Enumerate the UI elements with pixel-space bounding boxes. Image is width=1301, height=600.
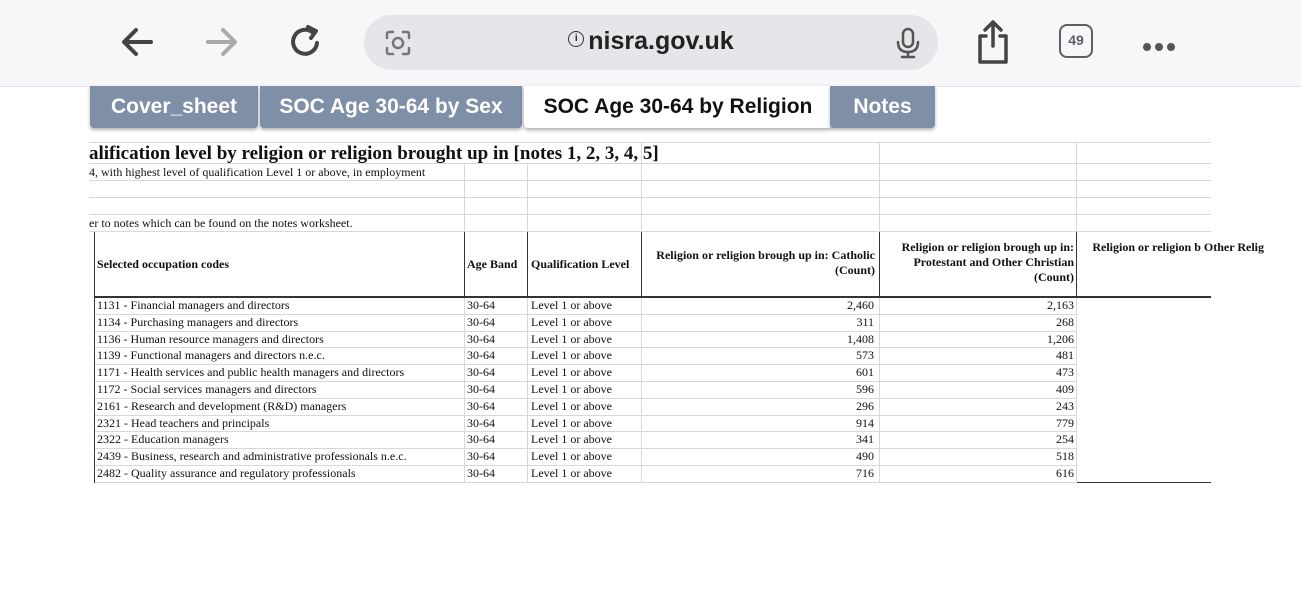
- cell-catholic: 341: [856, 432, 874, 447]
- gridline: [527, 163, 528, 231]
- cell-catholic: 296: [856, 398, 874, 413]
- cell-occupation: 2161 - Research and development (R&D) managers: [97, 398, 347, 413]
- cell-protestant: 268: [1056, 314, 1074, 329]
- gridline: [879, 382, 880, 399]
- cell-catholic: 2,460: [847, 298, 874, 312]
- cell-qual: Level 1 or above: [531, 298, 612, 312]
- spreadsheet: [89, 142, 1264, 484]
- cell-age: 30-64: [467, 466, 495, 480]
- gridline: [464, 449, 465, 466]
- gridline: [464, 365, 465, 382]
- url-label: nisra.gov.uk: [588, 27, 734, 55]
- cell-age: 30-64: [467, 314, 495, 329]
- cell-age: 30-64: [467, 432, 495, 447]
- cell-occupation: 2322 - Education managers: [97, 432, 229, 447]
- table-border: [641, 232, 642, 296]
- more-icon[interactable]: [1143, 38, 1179, 56]
- cell-protestant: 409: [1056, 382, 1074, 396]
- microphone-icon[interactable]: [894, 27, 922, 59]
- cell-catholic: 596: [856, 382, 874, 396]
- gridline: [1076, 466, 1077, 483]
- table-border: [464, 232, 465, 296]
- tab-soc-by-sex[interactable]: SOC Age 30-64 by Sex: [260, 86, 522, 128]
- gridline: [527, 399, 528, 416]
- gridline: [879, 332, 880, 349]
- cell-age: 30-64: [467, 331, 495, 346]
- cell-age: 30-64: [467, 365, 495, 380]
- gridline: [879, 348, 880, 365]
- cell-catholic: 311: [856, 314, 874, 329]
- cell-occupation: 1131 - Financial managers and directors: [97, 298, 290, 312]
- table-row: [89, 348, 1211, 365]
- gridline: [641, 315, 642, 332]
- cell-qual: Level 1 or above: [531, 466, 612, 480]
- gridline: [641, 382, 642, 399]
- gridline: [641, 449, 642, 466]
- cell-catholic: 490: [856, 449, 874, 464]
- gridline: [527, 416, 528, 433]
- tab-soc-by-religion[interactable]: SOC Age 30-64 by Religion: [524, 86, 832, 128]
- gridline: [1076, 315, 1077, 332]
- gridline: [641, 399, 642, 416]
- cell-age: 30-64: [467, 298, 495, 312]
- cell-protestant: 2,163: [1047, 298, 1074, 312]
- cell-qual: Level 1 or above: [531, 432, 612, 447]
- cell-occupation: 1172 - Social services managers and directors: [97, 382, 317, 396]
- header-other: Religion or religion b Other Relig: [1092, 240, 1264, 254]
- table-border: [94, 298, 95, 483]
- gridline: [641, 348, 642, 365]
- tab-count: 49: [1068, 32, 1084, 48]
- gridline: [1076, 365, 1077, 382]
- table-row: [89, 365, 1211, 382]
- table-border: [879, 232, 880, 296]
- cell-occupation: 1171 - Health services and public health managers and directors: [97, 365, 405, 380]
- header-qualification: Qualification Level: [531, 257, 630, 271]
- reload-icon: [286, 22, 326, 62]
- cell-qual: Level 1 or above: [531, 348, 612, 363]
- gridline: [464, 332, 465, 349]
- gridline: [464, 399, 465, 416]
- gridline: [527, 449, 528, 466]
- table-row: [89, 382, 1211, 399]
- arrow-left-icon: [117, 22, 157, 62]
- share-icon: [973, 18, 1013, 66]
- gridline: [527, 432, 528, 449]
- cell-qual: Level 1 or above: [531, 365, 612, 380]
- gridline: [641, 332, 642, 349]
- gridline: [464, 298, 465, 315]
- cell-age: 30-64: [467, 398, 495, 413]
- cell-protestant: 473: [1056, 365, 1074, 380]
- table-border: [94, 232, 95, 296]
- gridline: [641, 466, 642, 483]
- address-bar[interactable]: [364, 15, 938, 70]
- table-row: [89, 315, 1211, 332]
- gridline: [641, 416, 642, 433]
- back-button[interactable]: [117, 22, 157, 62]
- header-age-band: Age Band: [467, 257, 518, 271]
- table-border: [1077, 482, 1211, 483]
- gridline: [879, 298, 880, 315]
- notes-reference: er to notes which can be found on the notes worksheet.: [89, 216, 353, 230]
- gridline: [1076, 298, 1077, 315]
- table-border: [1076, 232, 1077, 296]
- gridline: [641, 432, 642, 449]
- share-button[interactable]: [973, 18, 1013, 66]
- forward-button[interactable]: [202, 22, 242, 62]
- gridline: [879, 416, 880, 433]
- cell-age: 30-64: [467, 382, 495, 396]
- table-row: [89, 449, 1211, 466]
- table-row: [89, 332, 1211, 349]
- cell-occupation: 1139 - Functional managers and directors n.e.c.: [97, 348, 325, 363]
- cell-protestant: 518: [1056, 449, 1074, 464]
- gridline: [527, 298, 528, 315]
- cell-protestant: 616: [1056, 466, 1074, 480]
- cell-qual: Level 1 or above: [531, 449, 612, 464]
- gridline: [464, 466, 465, 483]
- table-row: [89, 466, 1211, 483]
- gridline: [527, 348, 528, 365]
- info-icon: i: [568, 31, 584, 47]
- gridline: [1076, 432, 1077, 449]
- arrow-right-icon: [202, 22, 242, 62]
- table-row: [89, 298, 1211, 315]
- gridline: [879, 432, 880, 449]
- gridline: [464, 163, 465, 231]
- gridline: [879, 466, 880, 483]
- gridline: [1076, 399, 1077, 416]
- cell-protestant: 779: [1056, 415, 1074, 430]
- cell-occupation: 2482 - Quality assurance and regulatory professionals: [97, 466, 356, 480]
- gridline: [527, 315, 528, 332]
- header-protestant: Religion or religion brough up in: Protestant and Other Christian (Count): [901, 240, 1074, 284]
- cell-protestant: 481: [1056, 348, 1074, 363]
- cell-catholic: 716: [856, 466, 874, 480]
- gridline: [94, 482, 1076, 483]
- cell-qual: Level 1 or above: [531, 398, 612, 413]
- cell-protestant: 243: [1056, 398, 1074, 413]
- gridline: [464, 315, 465, 332]
- gridline: [464, 432, 465, 449]
- cell-qual: Level 1 or above: [531, 415, 612, 430]
- reload-button[interactable]: [286, 22, 326, 62]
- cell-protestant: 254: [1056, 432, 1074, 447]
- cell-age: 30-64: [467, 348, 495, 363]
- gridline: [89, 180, 1211, 181]
- gridline: [641, 298, 642, 315]
- cell-catholic: 573: [856, 348, 874, 363]
- cell-qual: Level 1 or above: [531, 314, 612, 329]
- cell-occupation: 2321 - Head teachers and principals: [97, 415, 270, 430]
- cell-qual: Level 1 or above: [531, 382, 612, 396]
- gridline: [879, 315, 880, 332]
- gridline: [1076, 382, 1077, 399]
- gridline: [1076, 416, 1077, 433]
- header-catholic: Religion or religion brough up in: Catholic (Count): [656, 248, 875, 277]
- cell-occupation: 1134 - Purchasing managers and directors: [97, 314, 299, 329]
- tabs-button[interactable]: [1059, 24, 1093, 58]
- cell-catholic: 1,408: [847, 331, 874, 346]
- header-occupation: Selected occupation codes: [97, 257, 229, 271]
- gridline: [879, 399, 880, 416]
- cell-qual: Level 1 or above: [531, 331, 612, 346]
- table-border: [527, 232, 528, 296]
- gridline: [89, 214, 1211, 215]
- gridline: [1076, 348, 1077, 365]
- gridline: [1076, 142, 1077, 231]
- gridline: [527, 332, 528, 349]
- gridline: [89, 231, 1211, 232]
- gridline: [1076, 449, 1077, 466]
- gridline: [527, 466, 528, 483]
- cell-occupation: 1136 - Human resource managers and directors: [97, 331, 324, 346]
- sheet-subtitle: 4, with highest level of qualification Level 1 or above, in employment: [89, 165, 426, 179]
- gridline: [464, 382, 465, 399]
- gridline: [879, 449, 880, 466]
- cell-protestant: 1,206: [1047, 331, 1074, 346]
- cell-age: 30-64: [467, 415, 495, 430]
- gridline: [464, 348, 465, 365]
- table-row: [89, 416, 1211, 433]
- tab-notes[interactable]: Notes: [830, 86, 935, 128]
- gridline: [879, 365, 880, 382]
- tab-cover-sheet[interactable]: Cover_sheet: [90, 86, 258, 128]
- gridline: [464, 416, 465, 433]
- gridline: [641, 365, 642, 382]
- gridline: [527, 382, 528, 399]
- browser-toolbar: [0, 0, 1301, 87]
- sheet-title: alification level by religion or religion brought up in [notes 1, 2, 3, 4, 5]: [89, 143, 659, 164]
- gridline: [527, 365, 528, 382]
- cell-age: 30-64: [467, 449, 495, 464]
- gridline: [89, 197, 1211, 198]
- table-row: [89, 399, 1211, 416]
- gridline: [1076, 332, 1077, 349]
- cell-occupation: 2439 - Business, research and administrative professionals n.e.c.: [97, 449, 407, 464]
- table-row: [89, 432, 1211, 449]
- cell-catholic: 914: [856, 415, 874, 430]
- gridline: [879, 142, 880, 231]
- cell-catholic: 601: [856, 365, 874, 380]
- url-text: [364, 27, 938, 56]
